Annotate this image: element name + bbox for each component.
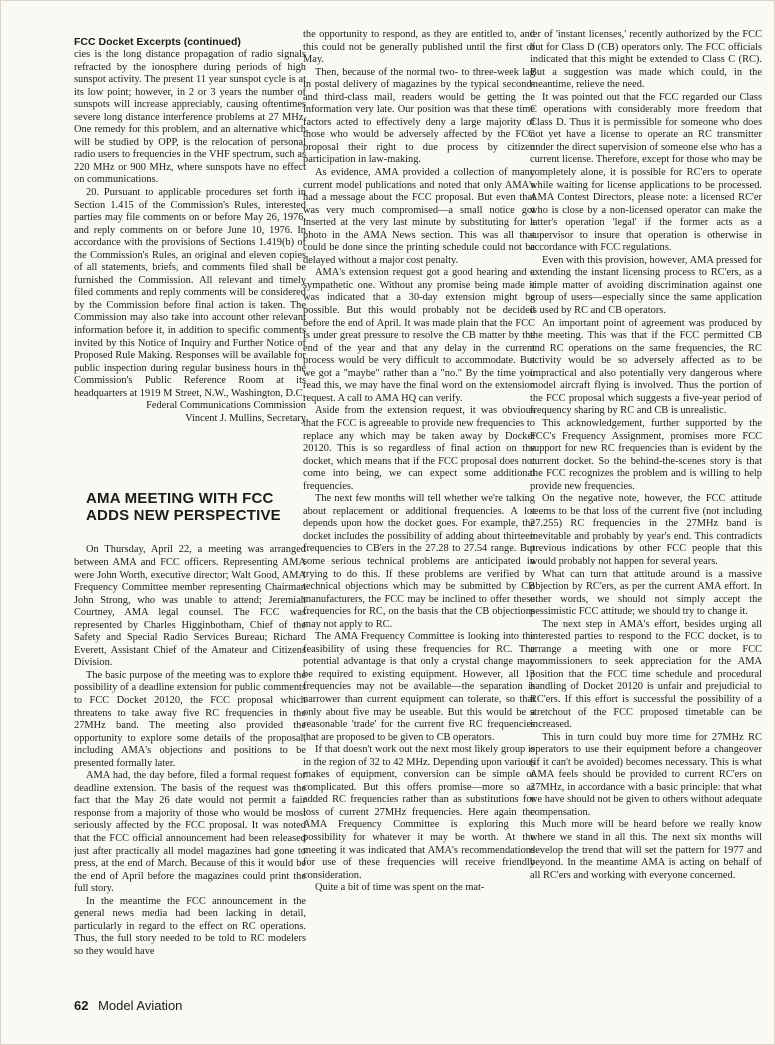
paragraph: The next few months will tell whether we're talking about replacement or additional frequencies. A lot depends upon how the docket goes. For example, the docket includes the possibility of adding about thirteen frequencies to CB'ers in the 27.28 to 27.54 range. But some serious technical problems are anticipated in trying to do this. If these problems are verified by technical objections which may be submitted by CB manufacturers, the FCC may be inclined to offer these frequencies for RC, on the basis that the CB objections may not apply to RC. [303,493,535,630]
paragraph: Aside from the extension request, it was obvious that the FCC is agreeable to provide new frequencies to replace any which may be taken away by Docket 20120. This is so regardless of final action on the docket, which means that if the FCC proposal does not come into being, we can expect some additional frequencies. [303,405,535,492]
paragraph: It was pointed out that the FCC regarded our Class C operations with considerably more freedom that Class D. Thus it is permissible for someone who does not yet have a license to operate an RC transmitter under the direct supervision of someone else who has a current license. Therefore, except for those who may be completely alone, it is possible for RC'ers to operate while waiting for license applications to be processed. AMA Contest Directors, please note: a licensed RC'er who is close by a non-licensed operator can make the latter's operation 'legal' if the former acts as a supervisor to insure that operation is otherwise in accordance with FCC regulations. [530,91,762,254]
paragraph: This in turn could buy more time for 27MHz RC operators to use their equipment before a changeover (if it can't be avoided) becomes necessary. This is what AMA feels should be provided to current RC'ers on 27MHz, in accordance with a basic principle: that what we have should not be given to others without adequate compensation. [530,731,762,818]
signature-name: Vincent J. Mullins, Secretary [185,412,306,424]
page-number: 62 [74,998,89,1013]
page-footer [74,998,182,1013]
paragraph: This acknowledgement, further supported by the FCC's Frequency Assignment, promises more FCC support for new RC frequencies than is evident by the current docket. So the behind-the-scenes story is that the FCC recognizes the problem and is willing to help provide new frequencies. [530,417,762,492]
paragraph: Then, because of the normal two- to three-week lag in postal delivery of magazines by the typical second- and third-class mail, readers would be getting the information very late. Our position was that these time factors acted to effectively deny a large majority of those who would be adversely affected by the FCC proposal their right to due process by citizen participation in law-making. [303,66,535,166]
paragraph: ter of 'instant licenses,' recently authorized by the FCC but for Class D (CB) operators only. The FCC officials indicated that this might be extended to Class C (RC). But a suggestion was made which could, in the meantime, relieve the need. [530,29,762,91]
paragraph: Much more will be heard before we really know where we stand in all this. The next six months will develop the trend that will set the pattern for 1977 and beyond. In the meantime AMA is acting on behalf of all RC'ers and working with everyone concerned. [530,819,762,881]
paragraph: In the meantime the FCC announcement in the general news media had been lacking in detail, particularly in regard to the effect on RC operations. Thus, the full story needed to be told to RC modelers so they would have [74,895,306,957]
paragraph: An important point of agreement was produced by the meeting. This was that if the FCC permitted CB and RC operations on the same frequencies, the RC activity would be so adversely affected as to be impractical and also potentially very dangerous where model aircraft flying is involved. Thus the portion of the FCC proposal which suggests a five-year period of frequency sharing by RC and CB is unrealistic. [530,317,762,417]
paragraph: The basic purpose of the meeting was to explore the possibility of a deadline extension for public comments to FCC Docket 20120, the FCC proposal which threatens to take away five RC frequencies in the 27MHz band. The meeting also provided the opportunity to explore some details of the proposal, including AMA's objections and positions to be presented formally later. [74,669,306,769]
paragraph: Quite a bit of time was spent on the mat- [315,882,485,894]
column-2 [303,29,535,989]
paragraph: AMA's extension request got a good hearing and a sympathetic one. Without any promise being made it was indicated that a 30-day extension might be possible. But this would probably not be decided before the end of April. It was made plain that the FCC is under great pressure to resolve the CB matter by the end of the year and that any delay in the current process would be very difficult to accommodate. But we got a "maybe" rather than a "no." By the time you read this, we may have the final word on the extension request. A call to AMA HQ can verify. [303,267,535,404]
paragraph: cies is the long distance propagation of radio signals refracted by the ionosphere during periods of high sunspot activity. The present 11 year sunspot cycle is at its low point; however, in 2 or 3 years the number of sunspots will increase appreciably, causing oftentimes severe long distance interference problems at 27 MHz. One remedy for this problem, and an alternative which will be studied by OPP, is the relocation of personal radio users to frequencies in the VHF spectrum, such as 220 MHz or 900 MHz, where sunspots have no effect on communications. [74,49,306,186]
running-head: FCC Docket Excerpts (continued) [74,36,241,48]
paragraph: the opportunity to respond, as they are entitled to, and this could not be generally published until the first of May. [303,29,535,66]
headline-line-1: AMA MEETING WITH FCC [86,490,274,508]
paragraph: As evidence, AMA provided a collection of many current model publications and noted that only AMA's had a message about the FCC proposal. But even that was very much compromised—a small notice got inserted at the very last minute by substituting for a photo in the AMA News section. This was all that could be done since the printing schedule could not be delayed without a major cost penalty. [303,167,535,266]
paragraph: AMA had, the day before, filed a formal request for deadline extension. The basis of the request was the fact that the May 26 date would not permit a fair response from a majority of those who would be most seriously affected by the FCC proposal. It was noted that the FCC official announcement had been released just after practically all model magazines had gone to press, at the end of March. Because of this it would be the end of April before the magazines could print the full story. [74,770,306,895]
paragraph: On Thursday, April 22, a meeting was arranged between AMA and FCC officers. Representing AMA were John Worth, executive director; Walt Good, AMA Frequency Committee member representing Chairman John Strong, who was unable to attend; Jeremiah Courtney, AMA legal counsel. The FCC was represented by Charles Higginbotham, Chief of the Safety and Special Radio Services Bureau; Richard Everett, Assistant Chief of the Amateur and Citizens Division. [74,544,306,669]
paragraph: The AMA Frequency Committee is looking into the feasibility of using these frequencies for RC. The potential advantage is that only a crystal change may be required to existing equipment. However, all 13 frequencies may not be available—the separation is narrower than current equipment can tolerate, so that only about five may be useable. But this would be a reasonable 'trade' for the current five RC frequencies that are proposed to be given to CB operators. [303,631,535,743]
paragraph: The next step in AMA's effort, besides urging all interested parties to respond to the FCC docket, is to arrange a meeting with one or more FCC commissioners to seek appreciation for the AMA position that the FCC time schedule and procedural handling of Docket 20120 is unfair and prejudicial to RC'ers. If this effort is successful the possibility of a stretchout of the FCC proposed timetable can be increased. [530,618,762,731]
signature-agency: Federal Communications Commission [146,400,306,412]
paragraph: 20. Pursuant to applicable procedures set forth in Section 1.415 of the Commission's Rules, interested parties may file comments on or before May 26, 1976, and reply comments on or before June 10, 1976. In accordance with the provisions of Sections 1.419(b) of the Commission's Rules, an original and eleven copies of all statements, briefs, and comments filed shall be furnished the Commission. All relevant and timely filed comments and reply comments will be considered by the Commission before final action is taken. The Commission may also take into account other relevant information before it, in addition to specific comments invited by this Notice of Inquiry and Further Notice of Proposed Rule Making. Responses will be available for public inspection during regular business hours in the Commission's Public Reference Room at its headquarters at 1919 M Street, N.W., Washington, D.C. [74,187,306,399]
paragraph: On the negative note, however, the FCC attitude seems to be that loss of the current five (not including 27.255) RC frequencies in the 27MHz band is inevitable and probably by year's end. This contradicts previous indications by other FCC people that this would probably not happen for several years. [530,493,762,567]
paragraph: Even with this provision, however, AMA pressed for extending the instant licensing process to RC'ers, as a simple matter of avoiding discrimination against one group of users—especially since the same application is used by RC and CB operators. [530,254,762,317]
article-headline [74,491,306,524]
paragraph: What can turn that attitude around is a massive objection by RC'ers, as per the current AMA effort. In other words, we should not simply accept the pessimistic FCC attitude; we should try to change it. [530,568,762,618]
column-1 [74,36,306,991]
headline-line-2: ADDS NEW PERSPECTIVE [86,506,281,524]
column-3 [530,29,762,989]
publication-name: Model Aviation [98,998,183,1013]
paragraph: If that doesn't work out the next most likely group is in the region of 32 to 42 MHz. Depending upon various makes of equipment, conversion can be simple or complicated. But this offers promise—more so as added RC frequencies rather than as substitutions for loss of current 27MHz frequencies. Here again the AMA Frequency Committee is exploring this possibility for whatever it may be worth. At the meeting it was indicated that AMA's recommendations for use of these frequencies will receive friendly consideration. [303,744,535,881]
